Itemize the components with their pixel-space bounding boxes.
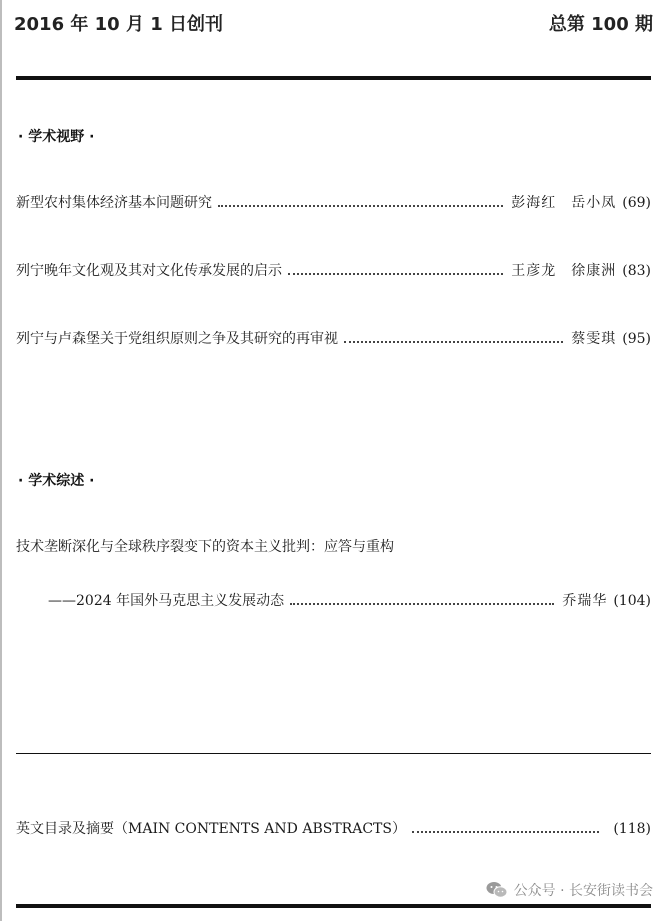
article-title: 列宁晚年文化观及其对文化传承发展的启示 xyxy=(16,263,282,279)
page-left-edge xyxy=(0,0,2,921)
toc-entry[interactable] xyxy=(16,260,651,282)
article-subtitle: ——2024 年国外马克思主义发展动态 xyxy=(48,593,285,609)
page-number: (118) xyxy=(613,821,651,837)
journal-header xyxy=(14,10,653,36)
dot-leader xyxy=(344,341,563,343)
wechat-icon xyxy=(486,881,508,899)
page-number: (69) xyxy=(622,195,651,211)
toc-entry[interactable] xyxy=(16,328,651,350)
section-divider xyxy=(16,753,651,754)
article-authors: 王彦龙 徐康洲 xyxy=(511,263,617,279)
dot-leader xyxy=(412,831,599,833)
watermark xyxy=(486,880,653,900)
article-title: 新型农村集体经济基本问题研究 xyxy=(16,195,212,211)
toc-entry[interactable] xyxy=(16,192,651,214)
article-authors: 蔡雯琪 xyxy=(571,331,617,347)
article-authors: 彭海红 岳小凤 xyxy=(511,195,617,211)
article-title: 列宁与卢森堡关于党组织原则之争及其研究的再审视 xyxy=(16,331,338,347)
section-title-academic-vision: · 学术视野 · xyxy=(18,129,95,145)
founding-date: 2016 年 10 月 1 日创刊 xyxy=(14,14,224,35)
footer-divider xyxy=(16,904,651,908)
article-authors: 乔瑞华 xyxy=(562,593,608,609)
page-number: (104) xyxy=(613,593,651,609)
page-number: (83) xyxy=(622,263,651,279)
dot-leader xyxy=(218,205,503,207)
toc-entry-english-contents[interactable] xyxy=(16,818,651,840)
english-contents-title: 英文目录及摘要（MAIN CONTENTS AND ABSTRACTS） xyxy=(16,821,406,837)
article-title[interactable]: 技术垄断深化与全球秩序裂变下的资本主义批判：应答与重构 xyxy=(16,539,394,555)
watermark-text: 公众号 · 长安街读书会 xyxy=(513,883,653,899)
dot-leader xyxy=(290,603,554,605)
section-title-academic-review: · 学术综述 · xyxy=(18,473,95,489)
toc-entry[interactable] xyxy=(48,590,651,612)
issue-number: 总第 100 期 xyxy=(548,14,653,35)
page-number: (95) xyxy=(622,331,651,347)
dot-leader xyxy=(288,273,503,275)
header-divider xyxy=(16,76,651,80)
